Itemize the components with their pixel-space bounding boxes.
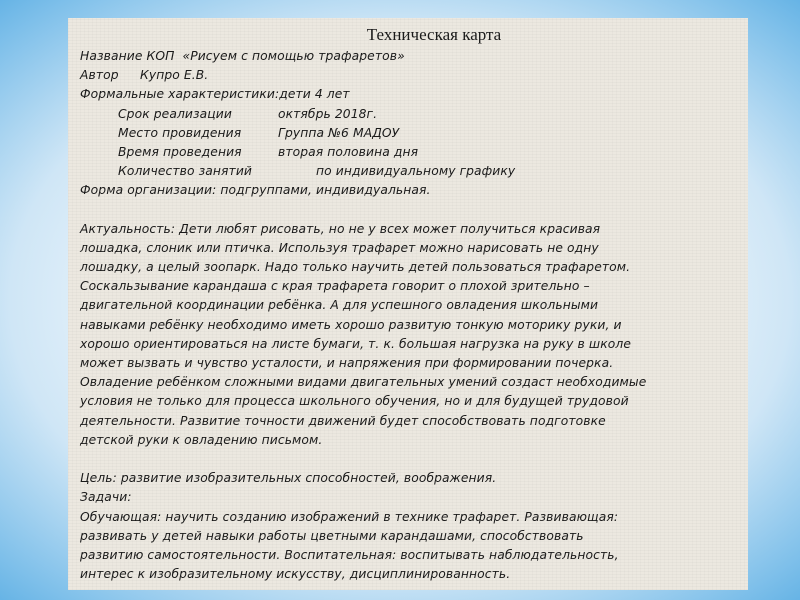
relevance-line: условия не только для процесса школьного обучения, но и для будущей трудовой [80, 394, 629, 409]
author-value: Купро Е.В. [140, 68, 209, 83]
place-line [80, 124, 748, 143]
term-value: октябрь 2018г. [278, 106, 378, 121]
tasks-line: интерес к изобразительному искусству, дисциплинированность. [80, 567, 511, 582]
relevance-line: деятельности. Развитие точности движений будет способствовать подготовке [80, 413, 606, 428]
relevance-line: детской руки к овладению письмом. [80, 432, 323, 447]
count-label: Количество занятий [118, 164, 252, 179]
place-label: Место провидения [118, 125, 242, 140]
kop-line [80, 47, 748, 66]
kop-label: Название КОП [80, 49, 175, 63]
relevance-line: лошадка, слоник или птичка. Используя трафарет можно нарисовать не одну [80, 240, 599, 255]
relevance-line: Овладение ребёнком сложными видами двигательных умений создаст необходимые [80, 375, 647, 390]
relevance-line: Актуальность: Дети любят рисовать, но не у всех может получиться красивая [80, 221, 601, 236]
place-value: Группа №6 МАДОУ [278, 125, 400, 140]
tasks-label: Задачи: [80, 490, 132, 505]
formal-line: Формальные характеристики:дети 4 лет [80, 87, 350, 102]
count-value: по индивидуальному графику [316, 164, 516, 179]
goal-line: Цель: развитие изобразительных способностей, воображения. [80, 471, 497, 486]
time-line [80, 143, 748, 162]
tasks-line: развитию самостоятельности. Воспитательная: воспитывать наблюдательность, [80, 547, 619, 562]
kop-value: «Рисуем с помощью трафаретов» [182, 49, 405, 63]
relevance-line: может вызвать и чувство усталости, и напряжения при формировании почерка. [80, 356, 614, 370]
spacer [80, 450, 748, 469]
term-label: Срок реализации [118, 106, 232, 121]
time-value: вторая половина дня [278, 144, 419, 159]
card-body [80, 47, 748, 584]
tech-card [68, 18, 748, 590]
relevance-line: двигательной координации ребёнка. А для успешного овладения школьными [80, 298, 599, 313]
time-label: Время проведения [118, 144, 242, 159]
count-line [80, 162, 748, 181]
relevance-line: навыками ребёнку необходимо иметь хорошо развитую тонкую моторику руки, и [80, 317, 622, 332]
relevance-line: лошадку, а целый зоопарк. Надо только научить детей пользоваться трафаретом. [80, 260, 631, 275]
card-title: Техническая карта [366, 25, 502, 44]
spacer [80, 201, 748, 220]
tasks-line: развивать у детей навыки работы цветными карандашами, способствовать [80, 528, 584, 543]
author-line [80, 66, 748, 85]
term-line [80, 105, 748, 124]
tasks-line: Обучающая: научить созданию изображений в технике трафарет. Развивающая: [80, 509, 619, 524]
author-label: Автор [80, 68, 119, 83]
relevance-line: хорошо ориентироваться на листе бумаги, т. к. большая нагрузка на руку в школе [80, 336, 631, 351]
relevance-line: Соскальзывание карандаша с края трафарета говорит о плохой зрительно – [80, 279, 590, 294]
form-line: Форма организации: подгруппами, индивидуальная. [80, 183, 431, 198]
